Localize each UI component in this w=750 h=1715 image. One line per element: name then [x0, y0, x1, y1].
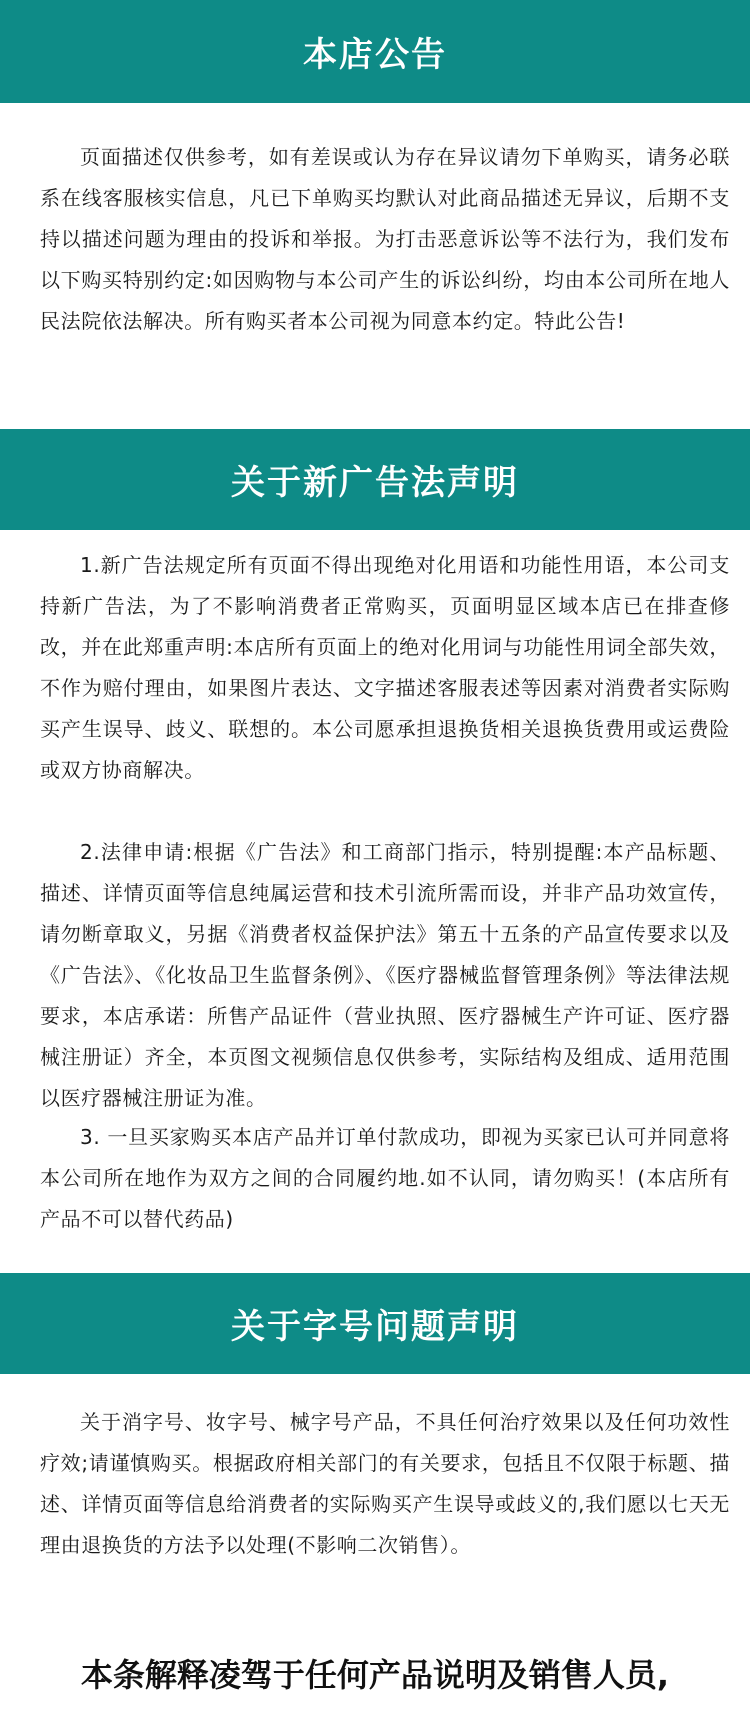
brand-name-banner: [0, 1273, 750, 1374]
notice-banner: [0, 0, 750, 103]
ad-law-banner: [0, 429, 750, 530]
ad-law-item-3: 3. 一旦买家购买本店产品并订单付款成功，即视为买家已认可并同意将本公司所在地作为双方之间的合同履约地.如不认同，请勿购买！(本店所有产品不可以替代药品): [40, 1125, 730, 1231]
notice-title: 本店公告: [303, 35, 447, 75]
notice-body: 页面描述仅供参考，如有差误或认为存在异议请勿下单购买，请务必联系在线客服核实信息，凡已下单购买均默认对此商品描述无异议，后期不支持以描述问题为理由的投诉和举报。为打击恶意诉讼等不法行为，我们发布以下购买特别约定:如因购物与本公司产生的诉讼纠纷，均由本公司所在地人民法院依法解决。所有购买者本公司视为同意本约定。特此公告!: [40, 145, 730, 333]
ad-law-item-2: 2.法律申请:根据《广告法》和工商部门指示，特别提醒:本产品标题、描述、详情页面等信息纯属运营和技术引流所需而设，并非产品功效宣传，请勿断章取义，另据《消费者权益保护法》第五十五条的产品宣传要求以及《广告法》、《化妆品卫生监督条例》、《医疗器械监督管理条例》等法律法规要求，本店承诺：所售产品证件（营业执照、医疗器械生产许可证、医疗器械注册证）齐全，本页图文视频信息仅供参考，实际结构及组成、适用范围以医疗器械注册证为准。: [40, 840, 730, 1110]
ad-law-title: 关于新广告法声明: [231, 463, 519, 503]
ad-law-item-1: 1.新广告法规定所有页面不得出现绝对化用语和功能性用语，本公司支持新广告法，为了不影响消费者正常购买，页面明显区域本店已在排查修改，并在此郑重声明:本店所有页面上的绝对化用词与功能性用词全部失效，不作为赔付理由，如果图片表达、文字描述客服表述等因素对消费者实际购买产生误导、歧义、联想的。本公司愿承担退换货相关退换货费用或运费险或双方协商解决。: [40, 553, 730, 782]
brand-name-title: 关于字号问题声明: [231, 1307, 519, 1347]
closing-statement: 本条解释凌驾于任何产品说明及销售人员,: [80, 1656, 670, 1694]
brand-name-body: 关于消字号、妆字号、械字号产品，不具任何治疗效果以及任何功效性疗效;请谨慎购买。根据政府相关部门的有关要求，包括且不仅限于标题、描述、详情页面等信息给消费者的实际购买产生误导或歧义的,我们愿以七天无理由退换货的方法予以处理(不影响二次销售）。: [40, 1410, 730, 1557]
